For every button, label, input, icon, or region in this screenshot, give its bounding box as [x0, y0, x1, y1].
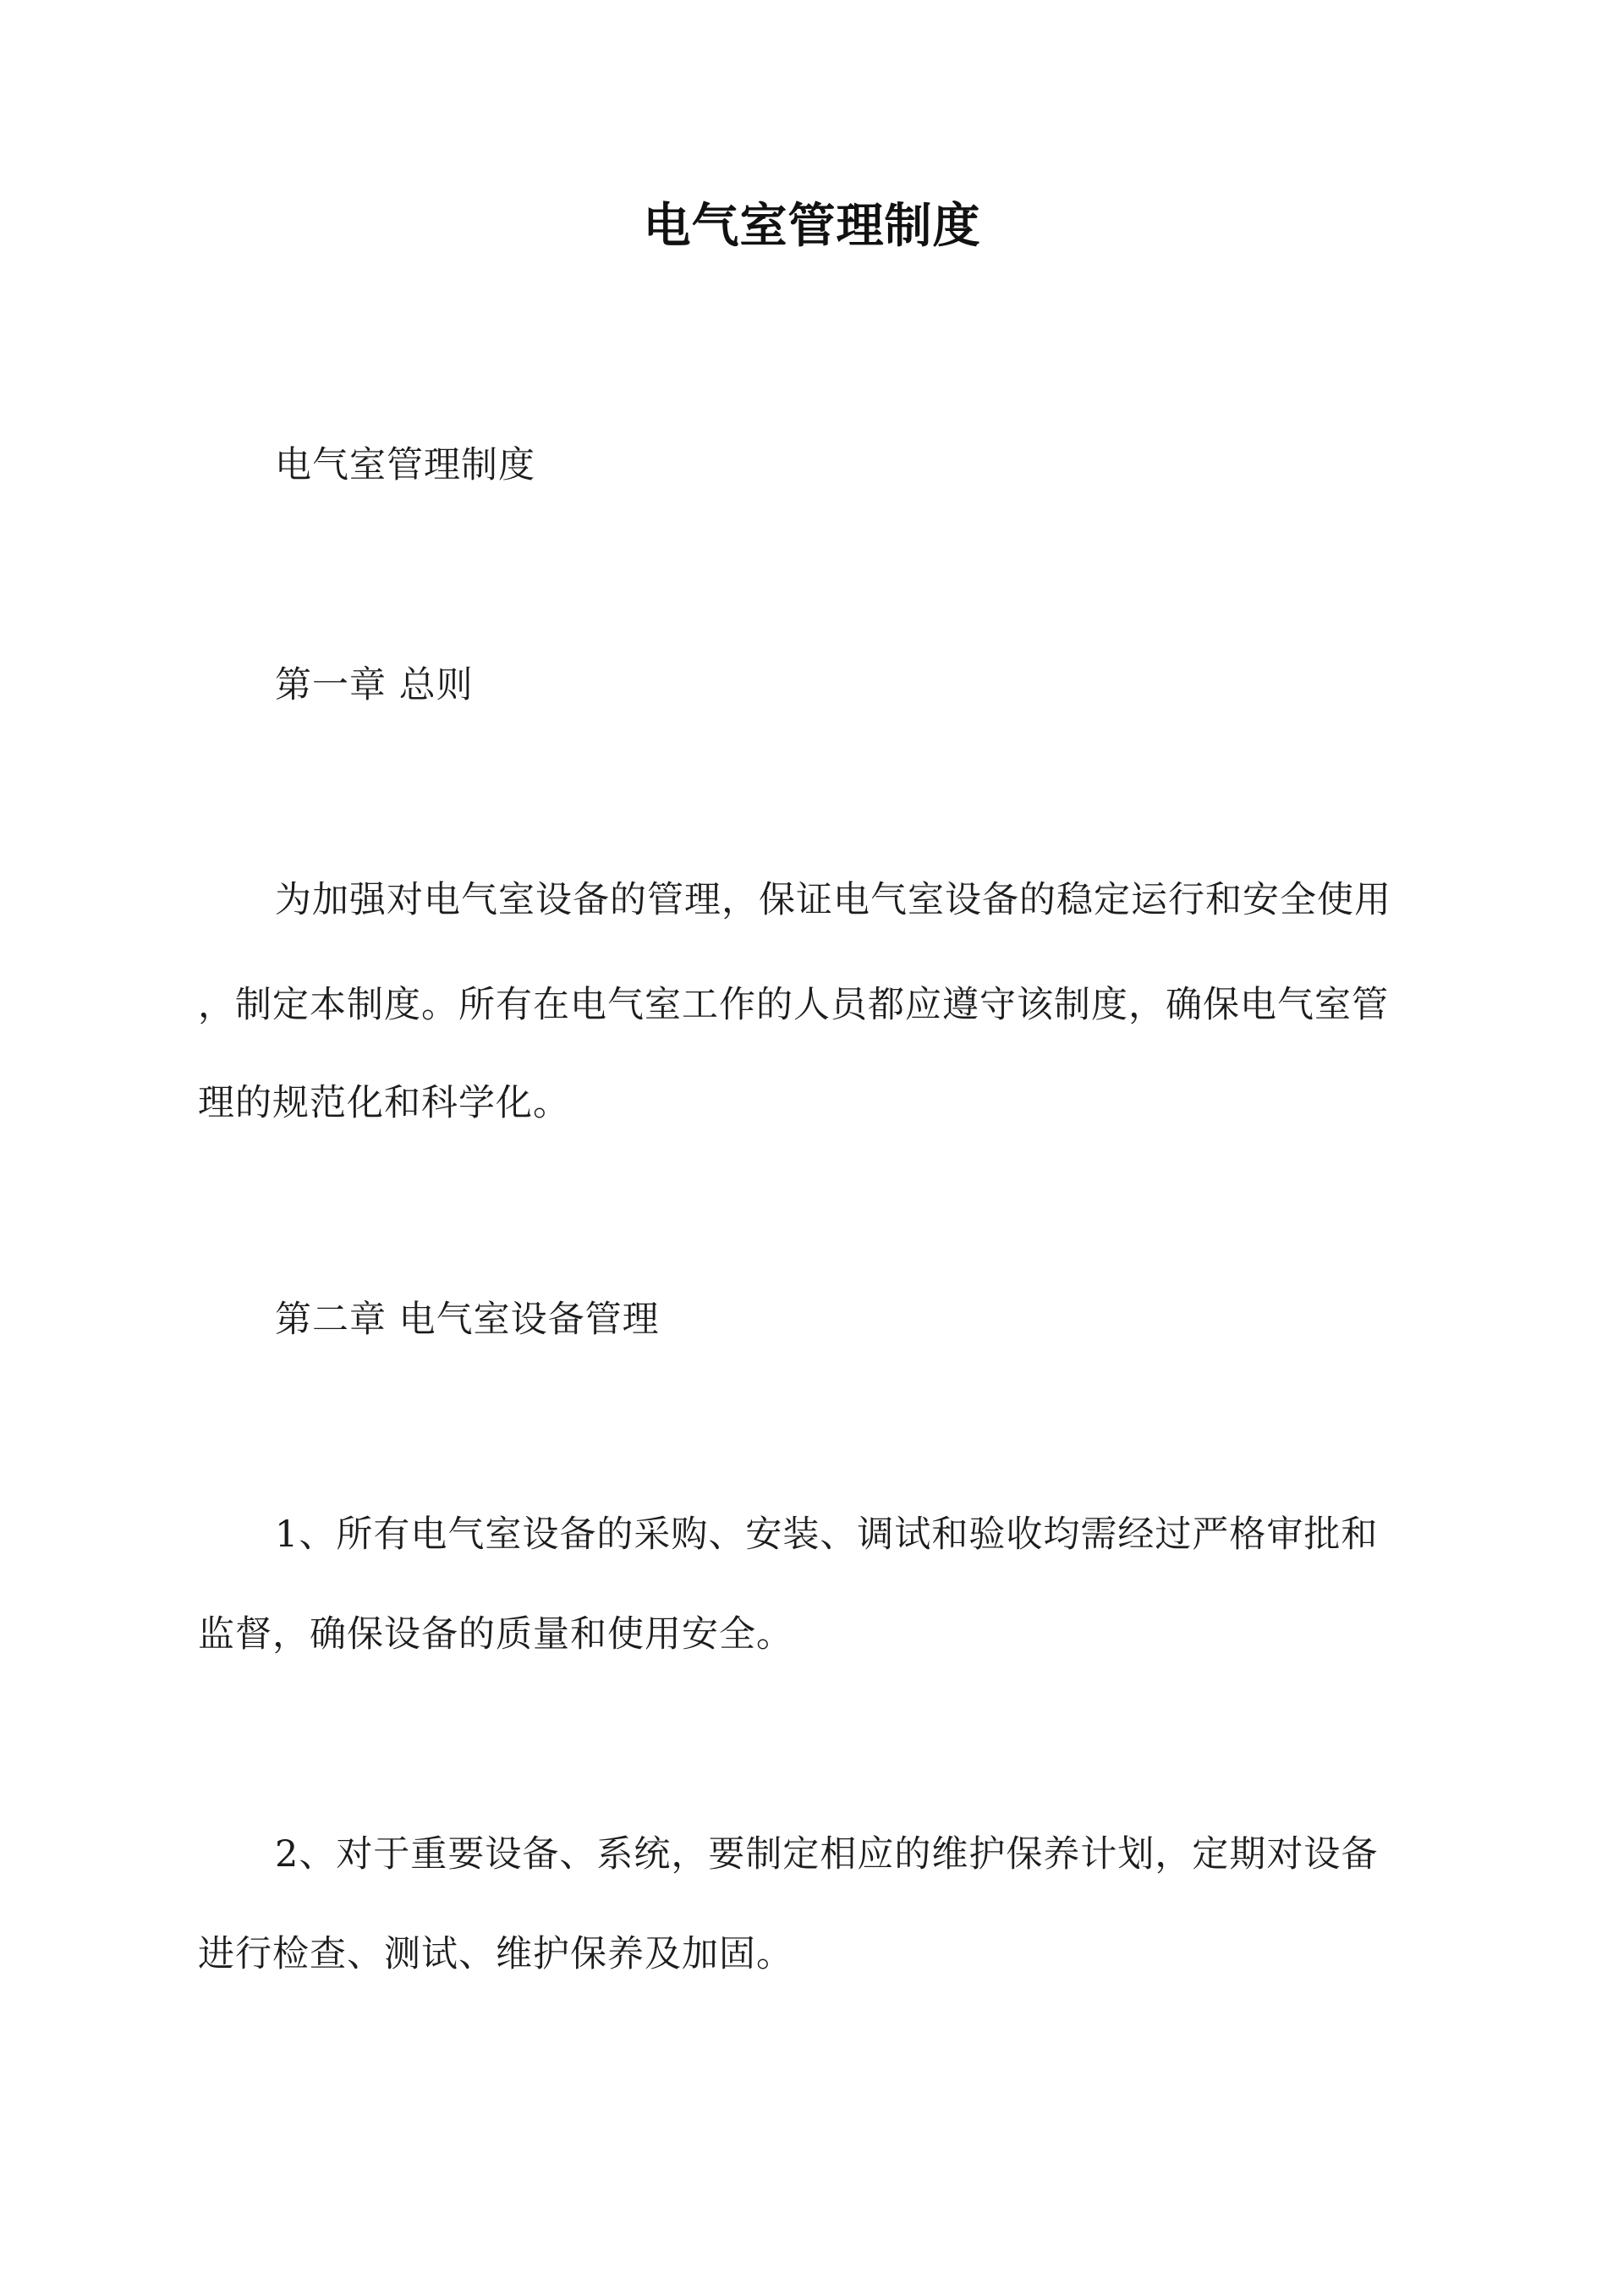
chapter-2-item-2-line-1: 2、对于重要设备、系统，要制定相应的维护保养计划，定期对设备 [275, 1833, 1379, 1876]
chapter-1-paragraph-line-2: ，制定本制度。所有在电气室工作的人员都应遵守该制度，确保电气室管 [198, 984, 1389, 1026]
document-title: 电气室管理制度 [643, 198, 981, 254]
chapter-1-paragraph-line-3: 理的规范化和科学化。 [198, 1082, 570, 1124]
chapter-1-heading: 第一章 总则 [275, 664, 474, 706]
chapter-2-item-2-line-2: 进行检查、测试、维护保养及加固。 [198, 1933, 793, 1975]
document-subtitle: 电气室管理制度 [275, 444, 535, 486]
chapter-2-heading: 第二章 电气室设备管理 [275, 1299, 660, 1341]
chapter-2-item-1-line-1: 1、所有电气室设备的采购、安装、调试和验收均需经过严格审批和 [275, 1513, 1379, 1556]
chapter-2-item-1-line-2: 监督，确保设备的质量和使用安全。 [198, 1613, 793, 1656]
chapter-1-paragraph-line-1: 为加强对电气室设备的管理，保证电气室设备的稳定运行和安全使用 [275, 879, 1391, 921]
